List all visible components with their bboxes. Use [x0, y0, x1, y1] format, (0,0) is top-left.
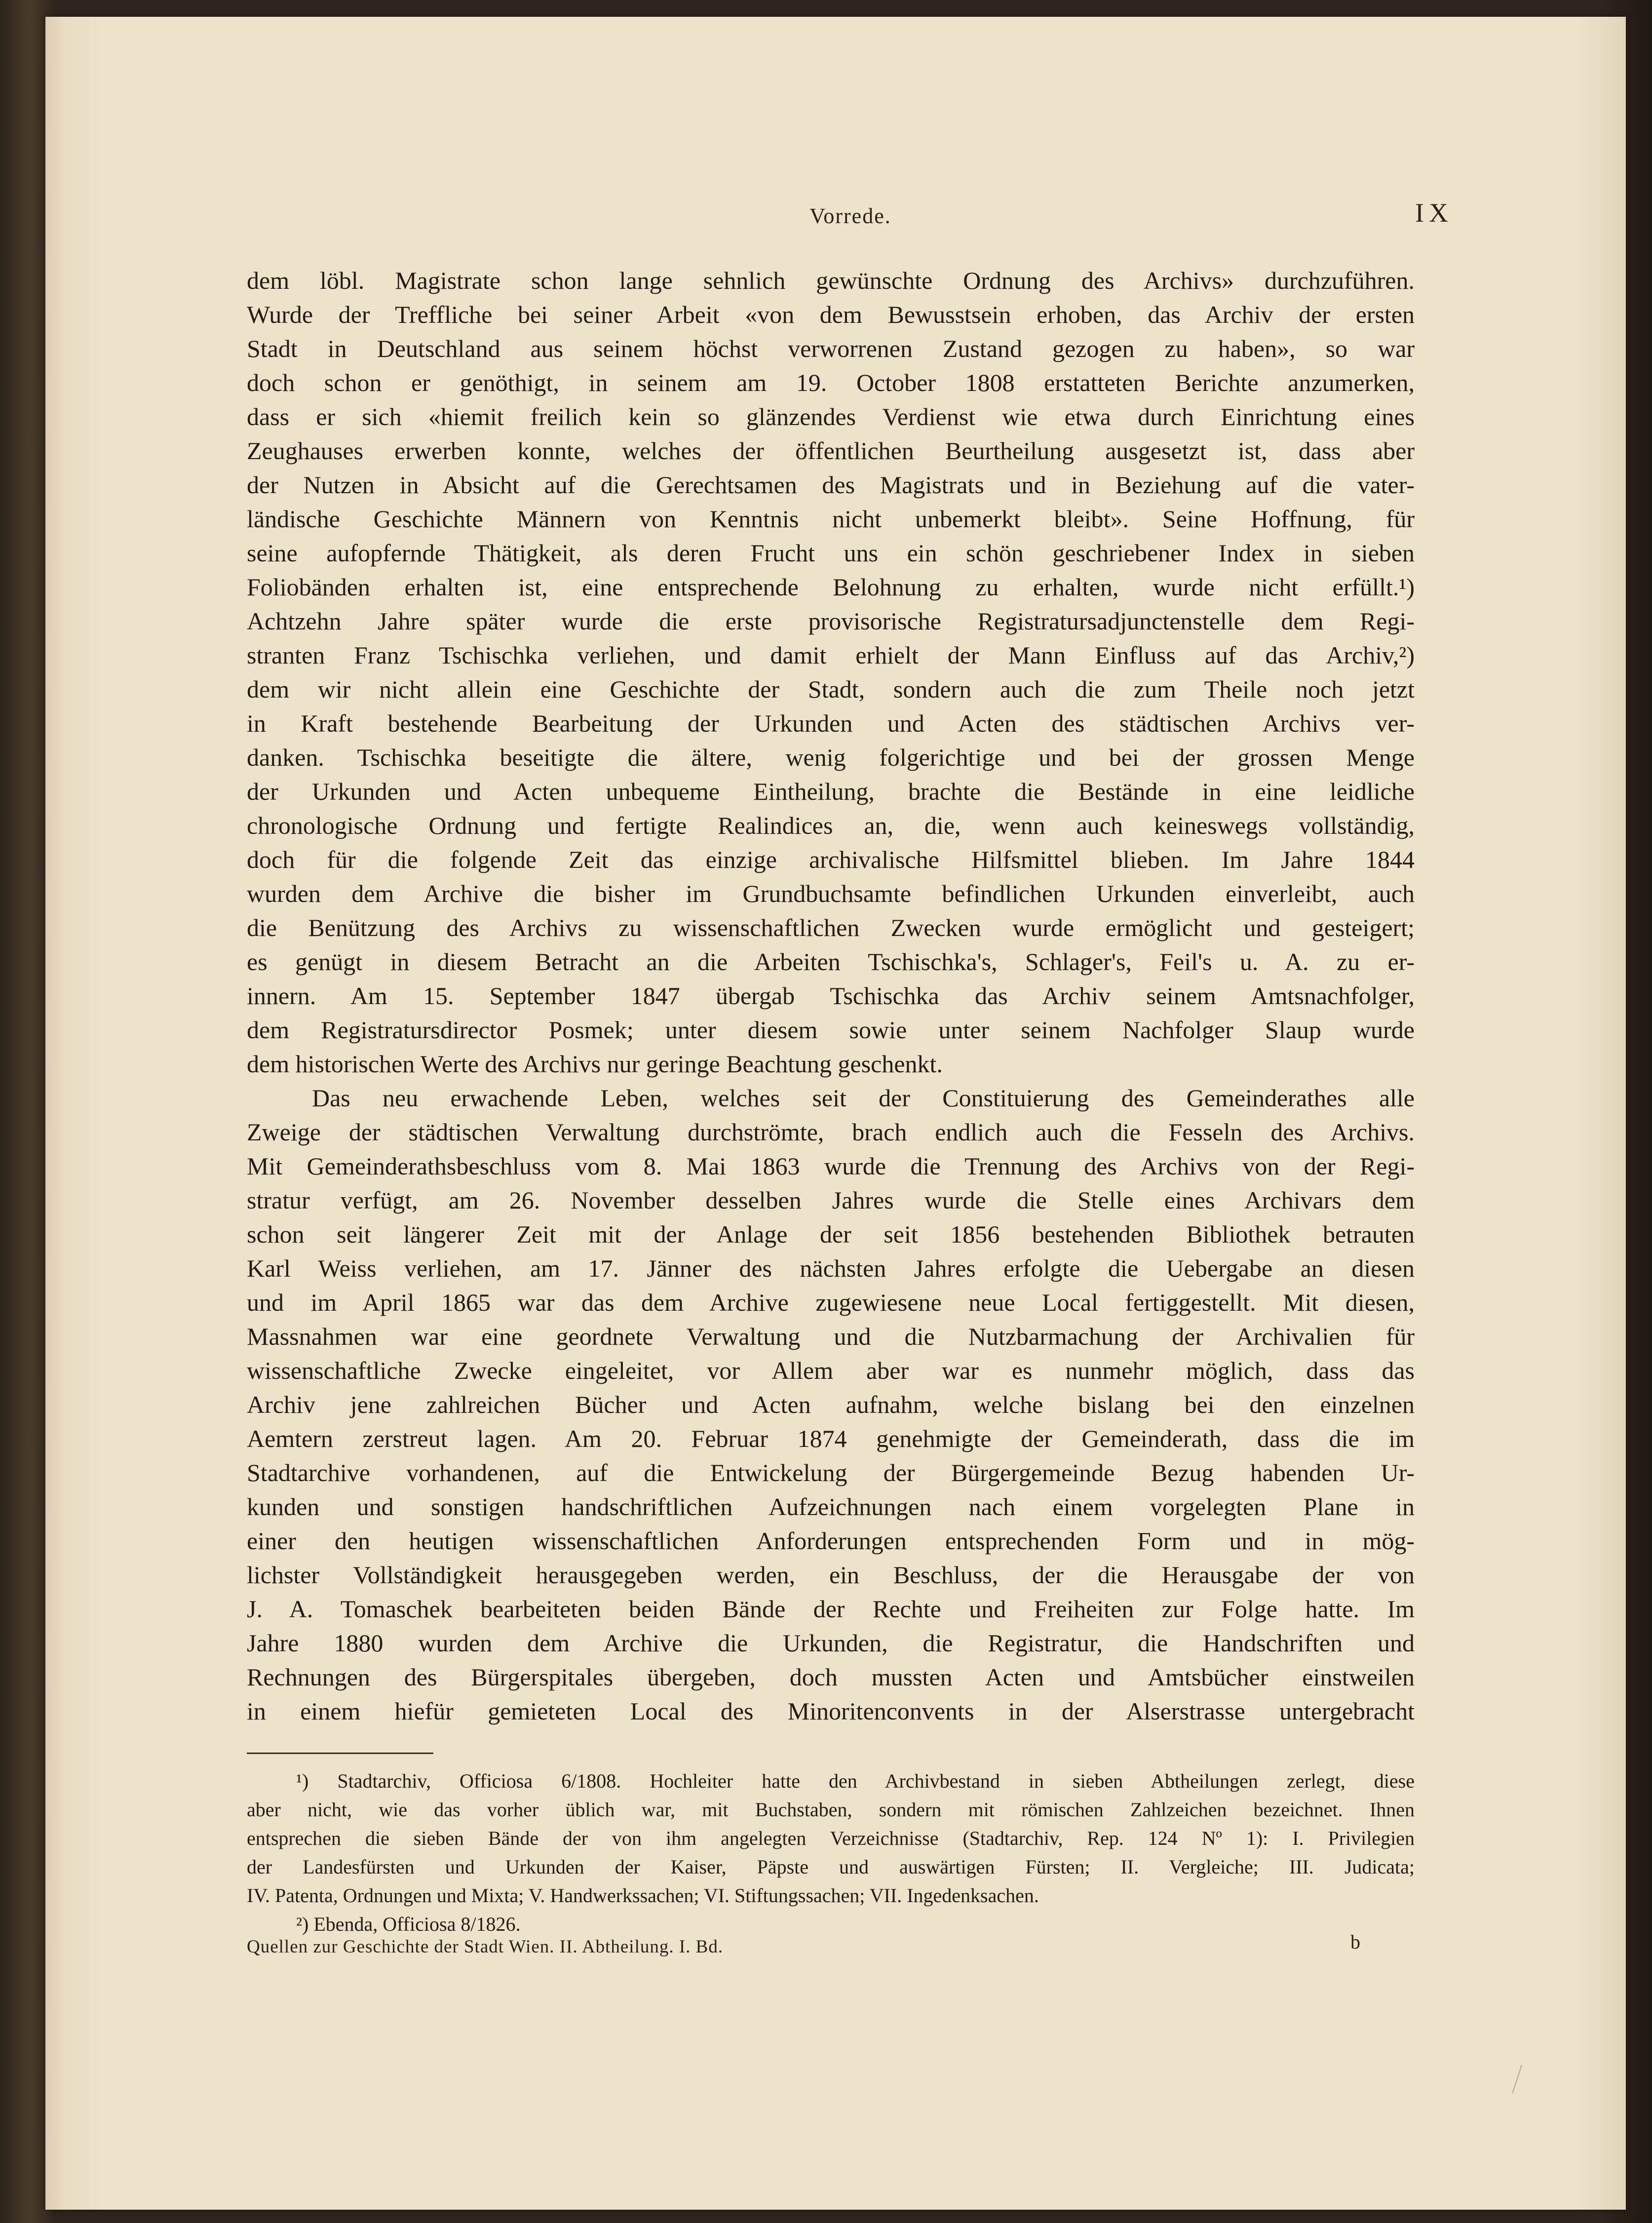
text-line: Aemtern zerstreut lagen. Am 20. Februar 1874 genehmigte der Gemeinderath, dass die im: [247, 1425, 1415, 1452]
text-line: wurden dem Archive die bisher im Grundbuchsamte befindlichen Urkunden einverleibt, auch: [247, 880, 1415, 907]
text-line: dem wir nicht allein eine Geschichte der Stadt, sondern auch die zum Theile noch jetzt: [247, 675, 1415, 703]
text-line: dem löbl. Magistrate schon lange sehnlich gewünschte Ordnung des Archivs» durchzuführen.: [247, 267, 1415, 294]
text-line: einer den heutigen wissenschaftlichen Anforderungen entsprechenden Form und in mög-: [247, 1527, 1415, 1555]
text-line: dem historischen Werte des Archivs nur geringe Beachtung geschenkt.: [247, 1050, 943, 1078]
text-line: schon seit längerer Zeit mit der Anlage der seit 1856 bestehenden Bibliothek betrauten: [247, 1220, 1415, 1248]
footnote-line: ¹) Stadtarchiv, Officiosa 6/1808. Hochleiter hatte den Archivbestand in sieben Abtheilungen zerlegt, diese: [296, 1770, 1415, 1792]
text-line: innern. Am 15. September 1847 übergab Tschischka das Archiv seinem Amtsnachfolger,: [247, 982, 1415, 1010]
text-line: Zeughauses erwerben konnte, welches der öffentlichen Beurtheilung ausgesetzt ist, dass aber: [247, 437, 1415, 465]
text-line: Das neu erwachende Leben, welches seit der Constituierung des Gemeinderathes alle: [312, 1084, 1415, 1112]
text-line: Archiv jene zahlreichen Bücher und Acten aufnahm, welche bislang bei den einzelnen: [247, 1391, 1415, 1418]
text-line: Zweige der städtischen Verwaltung durchströmte, brach endlich auch die Fesseln des Archivs.: [247, 1118, 1415, 1146]
text-line: in Kraft bestehende Bearbeitung der Urkunden und Acten des städtischen Archivs ver-: [247, 709, 1415, 737]
page-number: IX: [1415, 198, 1453, 228]
running-head: Vorrede.: [809, 204, 891, 228]
footnote-line: aber nicht, wie das vorher üblich war, mit Buchstaben, sondern mit römischen Zahlzeichen bezeichnet. Ihnen: [247, 1798, 1415, 1821]
text-line: stranten Franz Tschischka verliehen, und damit erhielt der Mann Einfluss auf das Archiv,²): [247, 641, 1415, 669]
text-line: J. A. Tomaschek bearbeiteten beiden Bände der Rechte und Freiheiten zur Folge hatte. Im: [247, 1595, 1415, 1623]
text-line: danken. Tschischka beseitigte die ältere, wenig folgerichtige und bei der grossen Menge: [247, 743, 1415, 771]
text-line: es genügt in diesem Betracht an die Arbeiten Tschischka's, Schlager's, Feil's u. A. zu er-: [247, 948, 1415, 975]
text-line: Rechnungen des Bürgerspitales übergeben, doch mussten Acten und Amtsbücher einstweilen: [247, 1663, 1415, 1691]
text-line: Massnahmen war eine geordnete Verwaltung und die Nutzbarmachung der Archivalien für: [247, 1323, 1415, 1350]
text-line: chronologische Ordnung und fertigte Realindices an, die, wenn auch keineswegs vollständig,: [247, 812, 1415, 839]
footnotes: [247, 1767, 1415, 1939]
text-line: und im April 1865 war das dem Archive zugewiesene neue Local fertiggestellt. Mit diesen,: [247, 1288, 1415, 1316]
text-line: stratur verfügt, am 26. November desselben Jahres wurde die Stelle eines Archivars dem: [247, 1186, 1415, 1214]
text-line: Stadt in Deutschland aus seinem höchst verworrenen Zustand gezogen zu haben», so war: [247, 335, 1415, 362]
text-line: der Nutzen in Absicht auf die Gerechtsamen des Magistrats und in Beziehung auf die vater-: [247, 471, 1415, 499]
text-line: wissenschaftliche Zwecke eingeleitet, vor Allem aber war es nunmehr möglich, dass das: [247, 1357, 1415, 1384]
text-line: dem Registratursdirector Posmek; unter diesem sowie unter seinem Nachfolger Slaup wurde: [247, 1016, 1415, 1044]
text-line: lichster Vollständigkeit herausgegeben werden, ein Beschluss, der die Herausgabe der von: [247, 1561, 1415, 1589]
text-line: Achtzehn Jahre später wurde die erste provisorische Registratursadjunctenstelle dem Regi-: [247, 607, 1415, 635]
text-line: doch schon er genöthigt, in seinem am 19. October 1808 erstatteten Berichte anzumerken,: [247, 369, 1415, 396]
text-line: dass er sich «hiemit freilich kein so glänzendes Verdienst wie etwa durch Einrichtung eines: [247, 403, 1415, 430]
signature-mark: b: [1350, 1931, 1360, 1953]
text-line: ländische Geschichte Männern von Kenntnis nicht unbemerkt bleibt». Seine Hoffnung, für: [247, 505, 1415, 533]
footnote-line: IV. Patenta, Ordnungen und Mixta; V. Handwerkssachen; VI. Stiftungssachen; VII. Ingedenksachen.: [247, 1884, 1039, 1907]
book-page: [45, 17, 1626, 2210]
text-line: seine aufopfernde Thätigkeit, als deren Frucht uns ein schön geschriebener Index in sieben: [247, 539, 1415, 567]
pencil-mark: [1512, 2065, 1537, 2098]
signature-text: Quellen zur Geschichte der Stadt Wien. II. Abtheilung. I. Bd.: [247, 1937, 724, 1957]
main-text: [247, 264, 1415, 1728]
text-line: Mit Gemeinderathsbeschluss vom 8. Mai 1863 wurde die Trennung des Archivs von der Regi-: [247, 1152, 1415, 1180]
text-line: die Benützung des Archivs zu wissenschaftlichen Zwecken wurde ermöglicht und gesteigert;: [247, 914, 1415, 941]
footnote-line: entsprechen die sieben Bände der von ihm angelegten Verzeichnisse (Stadtarchiv, Rep. 124 Nº 1): I. Privilegien: [247, 1827, 1415, 1849]
footnote-rule: [247, 1753, 433, 1754]
page-header: [45, 194, 1626, 238]
text-line: doch für die folgende Zeit das einzige archivalische Hilfsmittel blieben. Im Jahre 1844: [247, 846, 1415, 873]
text-line: Karl Weiss verliehen, am 17. Jänner des nächsten Jahres erfolgte die Uebergabe an diesen: [247, 1254, 1415, 1282]
text-line: Wurde der Treffliche bei seiner Arbeit «von dem Bewusstsein erhoben, das Archiv der ersten: [247, 301, 1415, 328]
footnote-line: der Landesfürsten und Urkunden der Kaiser, Päpste und auswärtigen Fürsten; II. Vergleiche; III. Judicata;: [247, 1856, 1415, 1878]
text-line: in einem hiefür gemieteten Local des Minoritenconvents in der Alserstrasse untergebracht: [247, 1697, 1415, 1725]
signature-line: [247, 1931, 1415, 1962]
text-line: kunden und sonstigen handschriftlichen Aufzeichnungen nach einem vorgelegten Plane in: [247, 1493, 1415, 1521]
text-line: der Urkunden und Acten unbequeme Eintheilung, brachte die Bestände in eine leidliche: [247, 778, 1415, 805]
text-line: Foliobänden erhalten ist, eine entsprechende Belohnung zu erhalten, wurde nicht erfüllt.¹): [247, 573, 1415, 601]
text-line: Jahre 1880 wurden dem Archive die Urkunden, die Registratur, die Handschriften und: [247, 1629, 1415, 1657]
footnote-line: ²) Ebenda, Officiosa 8/1826.: [296, 1913, 521, 1935]
text-line: Stadtarchive vorhandenen, auf die Entwickelung der Bürgergemeinde Bezug habenden Ur-: [247, 1459, 1415, 1486]
